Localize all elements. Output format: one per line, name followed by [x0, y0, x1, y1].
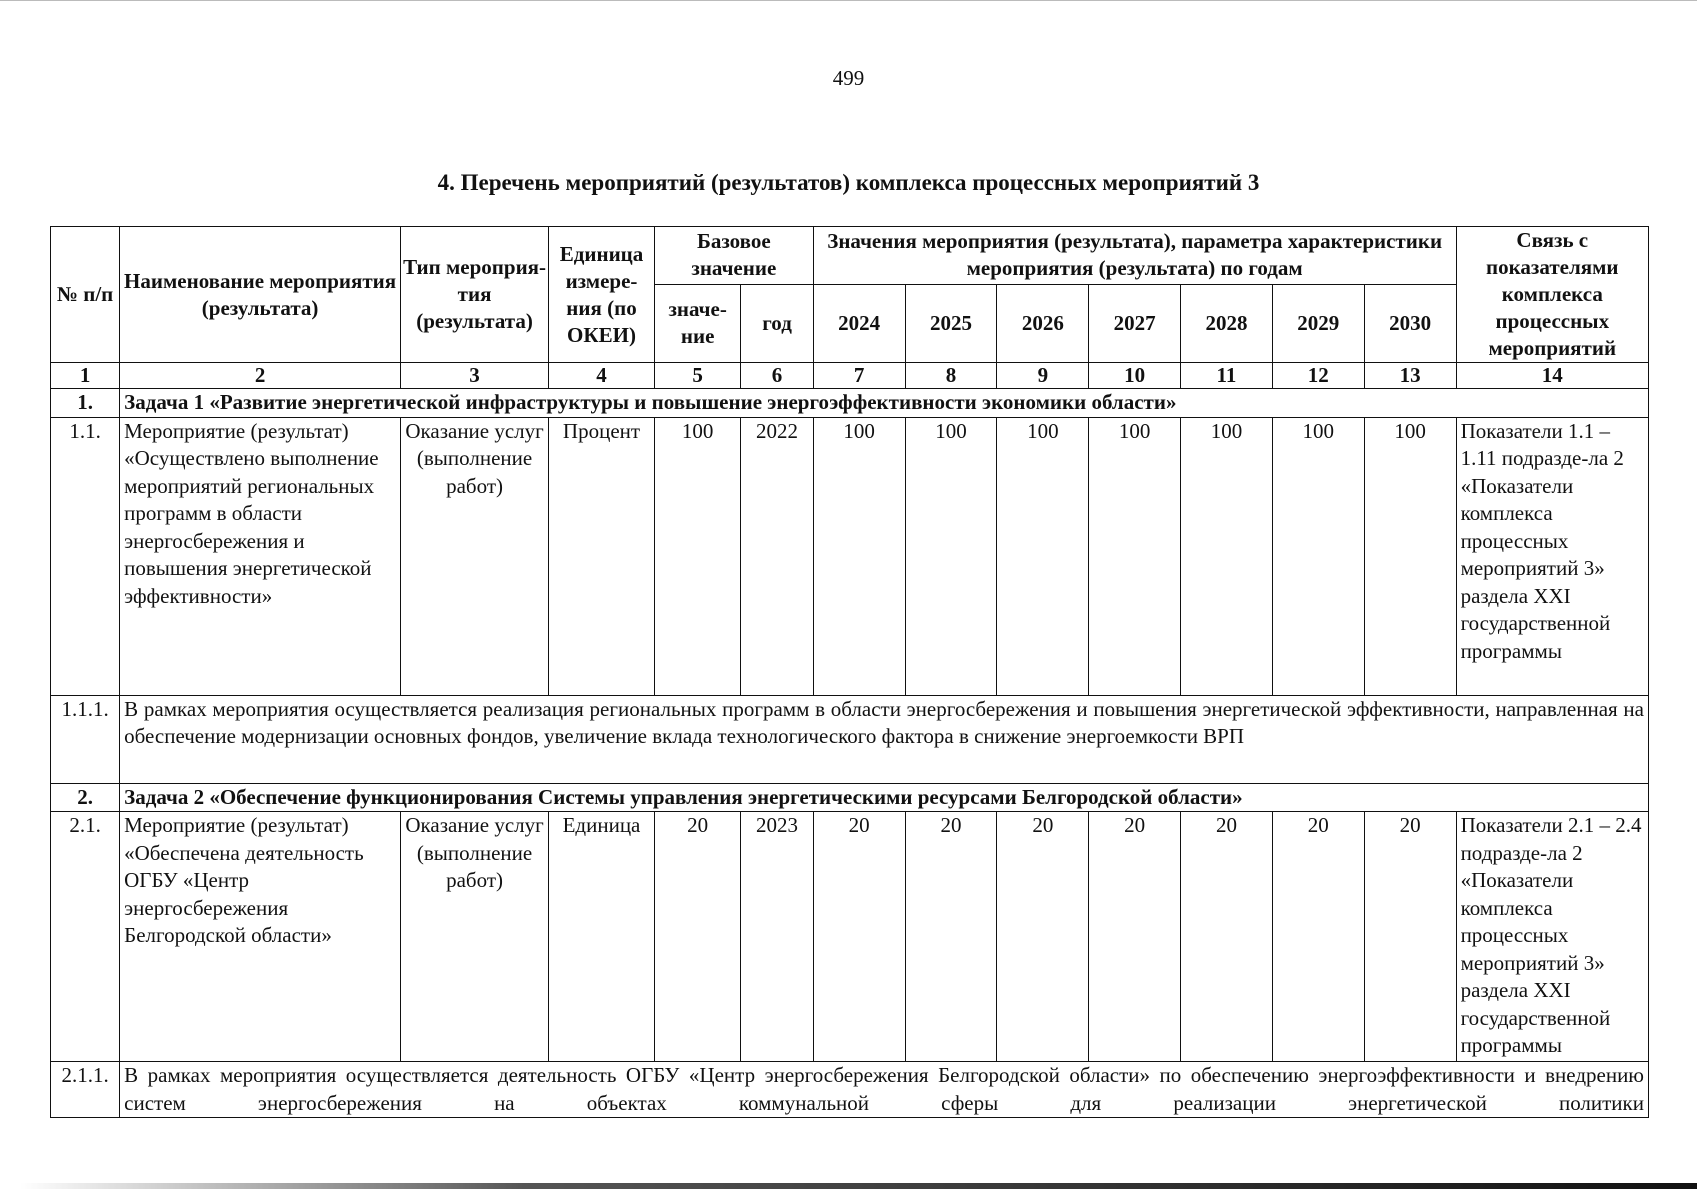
item-value-2026: 100	[997, 417, 1089, 695]
item-unit: Единица	[549, 812, 655, 1062]
item-value-2024: 20	[813, 812, 905, 1062]
task-title: Задача 1 «Развитие энергетической инфраструктуры и повышение энергоэффективности экономики области»	[120, 389, 1649, 418]
header-year: 2026	[997, 284, 1089, 362]
item-unit: Процент	[549, 417, 655, 695]
column-number: 7	[813, 363, 905, 389]
column-number: 14	[1456, 363, 1648, 389]
task-number: 1.	[51, 389, 120, 418]
description-text: В рамках мероприятия осуществляется деятельность ОГБУ «Центр энергосбережения Белгородской области» по обеспечению энергоэффективности и внедрению систем энергосбережения на объектах коммунальной сферы для реализации энергетической политики	[120, 1062, 1649, 1118]
item-value-2027: 20	[1089, 812, 1181, 1062]
column-number: 2	[120, 363, 401, 389]
column-number: 3	[401, 363, 549, 389]
page-number: 499	[832, 66, 865, 90]
item-link: Показатели 2.1 – 2.4 подразде-ла 2 «Показатели комплекса процессных мероприятий 3» раздела XXI государственной программы	[1456, 812, 1648, 1062]
item-base-year: 2022	[741, 417, 813, 695]
item-base-value: 100	[654, 417, 740, 695]
item-value-2030: 20	[1364, 812, 1456, 1062]
item-type: Оказание услуг (выполнение работ)	[401, 417, 549, 695]
header-year: 2024	[813, 284, 905, 362]
column-number: 6	[741, 363, 813, 389]
header-year: 2029	[1272, 284, 1364, 362]
activities-table	[50, 226, 1649, 1118]
item-value-2028: 20	[1181, 812, 1273, 1062]
item-base-year: 2023	[741, 812, 813, 1062]
header-link: Связь с показателями комплекса процессных мероприятий	[1456, 227, 1648, 363]
scan-bottom-edge	[20, 1183, 1697, 1189]
item-value-2026: 20	[997, 812, 1089, 1062]
task-title: Задача 2 «Обеспечение функционирования Системы управления энергетическими ресурсами Белгородской области»	[120, 783, 1649, 812]
header-num: № п/п	[51, 227, 120, 363]
header-year: 2030	[1364, 284, 1456, 362]
item-value-2024: 100	[813, 417, 905, 695]
item-link: Показатели 1.1 – 1.11 подразде-ла 2 «Показатели комплекса процессных мероприятий 3» раздела XXI государственной программы	[1456, 417, 1648, 695]
header-unit: Единица измере-ния (по ОКЕИ)	[549, 227, 655, 363]
header-base-year: год	[741, 284, 813, 362]
item-value-2025: 20	[905, 812, 997, 1062]
item-value-2027: 100	[1089, 417, 1181, 695]
item-number: 2.1.	[51, 812, 120, 1062]
column-number: 1	[51, 363, 120, 389]
column-number: 9	[997, 363, 1089, 389]
column-number: 8	[905, 363, 997, 389]
column-number: 10	[1089, 363, 1181, 389]
page-title: 4. Перечень мероприятий (результатов) комплекса процессных мероприятий 3	[437, 170, 1260, 195]
item-value-2025: 100	[905, 417, 997, 695]
item-value-2029: 20	[1272, 812, 1364, 1062]
item-value-2028: 100	[1181, 417, 1273, 695]
description-number: 2.1.1.	[51, 1062, 120, 1118]
column-number: 4	[549, 363, 655, 389]
header-base: Базовое значение	[654, 227, 813, 285]
item-value-2030: 100	[1364, 417, 1456, 695]
header-year: 2025	[905, 284, 997, 362]
item-name: Мероприятие (результат) «Осуществлено выполнение мероприятий региональных программ в области энергосбережения и повышения энергетической эффективности»	[120, 417, 401, 695]
item-name: Мероприятие (результат) «Обеспечена деятельность ОГБУ «Центр энергосбережения Белгородской области»	[120, 812, 401, 1062]
item-base-value: 20	[654, 812, 740, 1062]
task-number: 2.	[51, 783, 120, 812]
header-name: Наименование мероприятия (результата)	[120, 227, 401, 363]
header-type: Тип мероприя-тия (результата)	[401, 227, 549, 363]
header-values: Значения мероприятия (результата), параметра характеристики мероприятия (результата) по годам	[813, 227, 1456, 285]
item-type: Оказание услуг (выполнение работ)	[401, 812, 549, 1062]
header-year: 2028	[1181, 284, 1273, 362]
item-number: 1.1.	[51, 417, 120, 695]
column-number: 13	[1364, 363, 1456, 389]
header-year: 2027	[1089, 284, 1181, 362]
column-number: 5	[654, 363, 740, 389]
column-number: 11	[1181, 363, 1273, 389]
column-number: 12	[1272, 363, 1364, 389]
header-base-value: значе-ние	[654, 284, 740, 362]
item-value-2029: 100	[1272, 417, 1364, 695]
description-text: В рамках мероприятия осуществляется реализация региональных программ в области энергосбережения и повышения энергетической эффективности, направленная на обеспечение модернизации основных фондов, увеличение вклада технологического фактора в снижение энергоемкости ВРП	[120, 695, 1649, 783]
scan-top-edge	[0, 0, 1697, 1]
description-number: 1.1.1.	[51, 695, 120, 783]
